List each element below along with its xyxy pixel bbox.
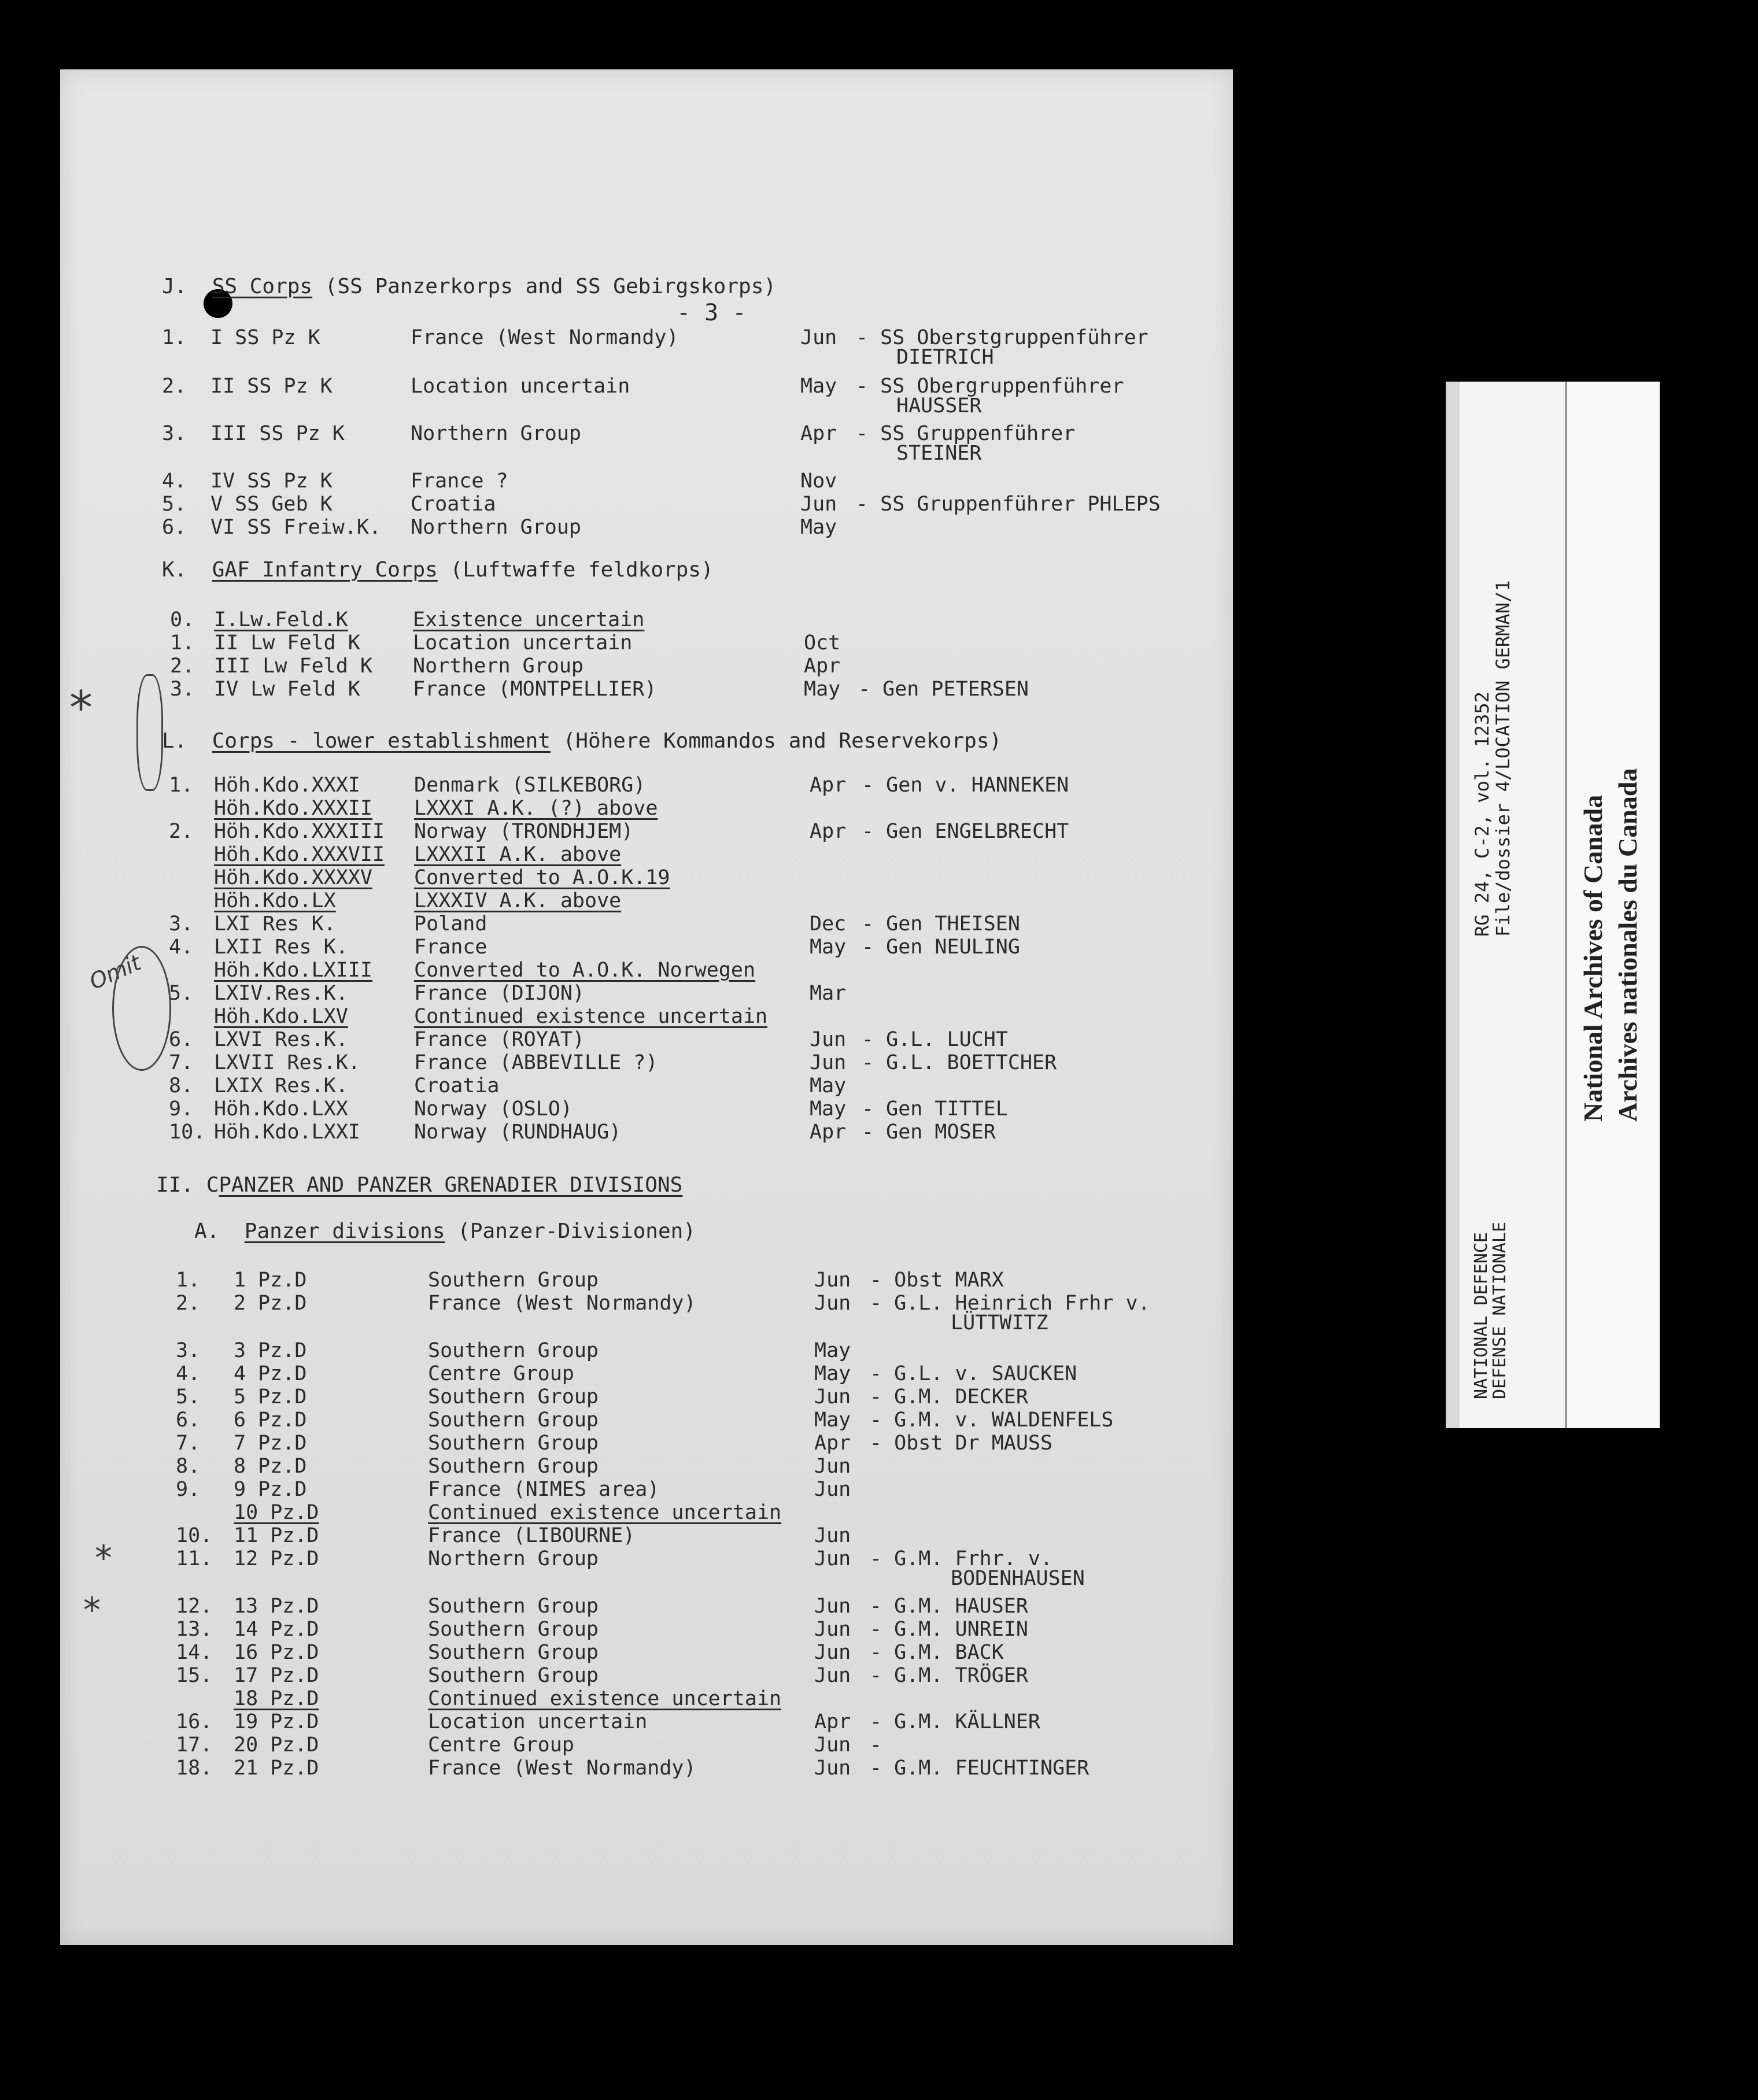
unit-location: Southern Group xyxy=(428,1339,599,1362)
unit-name: Höh.Kdo.XXXXV xyxy=(214,866,372,889)
unit-location: Continued existence uncertain xyxy=(428,1687,782,1710)
section-l-heading xyxy=(162,730,1002,753)
unit-name: 21 Pz.D xyxy=(234,1757,319,1780)
commander-name: BODENHAUSEN xyxy=(951,1567,1085,1590)
report-date: May xyxy=(814,1362,851,1385)
commander: - G.M. BACK xyxy=(870,1641,1004,1664)
commander: - G.M. HAUSER xyxy=(870,1595,1028,1618)
unit-location: France ? xyxy=(411,469,508,493)
stamp-french: Archives nationales du Canada xyxy=(1613,768,1642,1122)
unit-location: Centre Group xyxy=(428,1362,574,1385)
unit-location: Southern Group xyxy=(428,1618,599,1641)
section-subtitle: (SS Panzerkorps and SS Gebirgskorps) xyxy=(324,275,777,298)
asterisk-mark: * xyxy=(69,681,93,735)
report-date: May xyxy=(810,1097,847,1121)
unit-location: Converted to A.O.K.19 xyxy=(414,866,670,889)
unit-name: IV Lw Feld K xyxy=(214,678,360,701)
unit-location: France (West Normandy) xyxy=(428,1292,696,1315)
item-number: 4. xyxy=(169,936,194,959)
item-number: 11. xyxy=(176,1547,213,1570)
item-number: 5. xyxy=(162,493,187,516)
unit-name: 3 Pz.D xyxy=(234,1339,307,1362)
item-number: 2. xyxy=(162,375,187,398)
commander: - SS Gruppenführer PHLEPS xyxy=(856,493,1161,516)
unit-location: France (DIJON) xyxy=(414,982,585,1005)
unit-location: Southern Group xyxy=(428,1269,599,1292)
unit-location: France (West Normandy) xyxy=(428,1757,696,1780)
unit-location: France (MONTPELLIER) xyxy=(413,678,657,701)
commander: - xyxy=(870,1733,882,1757)
unit-name: V SS Geb K xyxy=(210,493,333,516)
commander: - Gen ENGELBRECHT xyxy=(862,820,1069,843)
item-number: 6. xyxy=(169,1028,194,1051)
archive-label-line1: NATIONAL DEFENCE xyxy=(1471,1232,1491,1399)
unit-name: 17 Pz.D xyxy=(234,1664,319,1687)
report-date: Jun xyxy=(814,1292,851,1315)
item-number: 3. xyxy=(162,422,187,445)
item-number: 6. xyxy=(162,516,187,539)
report-date: May xyxy=(804,678,841,701)
unit-location: Southern Group xyxy=(428,1432,599,1455)
item-number: 4. xyxy=(176,1362,201,1385)
report-date: Jun xyxy=(810,1028,847,1051)
commander-name: HAUSSER xyxy=(896,394,982,417)
unit-location: Converted to A.O.K. Norwegen xyxy=(414,959,756,982)
unit-location: Northern Group xyxy=(428,1547,599,1570)
report-date: Dec xyxy=(810,912,847,936)
unit-location: LXXXII A.K. above xyxy=(414,843,622,866)
report-date: Jun xyxy=(814,1733,851,1757)
unit-location: France (NIMES area) xyxy=(428,1478,660,1501)
commander: - G.L. v. SAUCKEN xyxy=(870,1362,1077,1385)
unit-name: 5 Pz.D xyxy=(234,1385,307,1408)
report-date: May xyxy=(800,516,837,539)
unit-name: 4 Pz.D xyxy=(234,1362,307,1385)
item-number: 9. xyxy=(169,1097,194,1121)
unit-location: LXXXI A.K. (?) above xyxy=(414,797,658,820)
unit-location: Southern Group xyxy=(428,1641,599,1664)
unit-location: Northern Group xyxy=(411,516,582,539)
item-number: 3. xyxy=(170,678,195,701)
commander: - Gen MOSER xyxy=(862,1121,996,1144)
report-date: Apr xyxy=(810,1121,847,1144)
unit-name: IV SS Pz K xyxy=(210,469,333,493)
commander: - Obst MARX xyxy=(870,1269,1004,1292)
section-letter: A. xyxy=(194,1219,220,1243)
item-number: 16. xyxy=(176,1710,213,1733)
commander: - G.M. FEUCHTINGER xyxy=(870,1757,1089,1780)
unit-name: 1 Pz.D xyxy=(234,1269,307,1292)
archive-label-line2: DEFENSE NATIONALE xyxy=(1490,1221,1510,1399)
commander: - SS Oberstgruppenführer xyxy=(856,326,1148,349)
section-ii-heading xyxy=(156,1174,682,1197)
unit-location: Existence uncertain xyxy=(413,608,645,631)
report-date: Jun xyxy=(814,1547,851,1570)
unit-name: 6 Pz.D xyxy=(234,1408,307,1432)
unit-name: 11 Pz.D xyxy=(234,1524,319,1547)
item-number: 15. xyxy=(176,1664,213,1687)
item-number: 14. xyxy=(176,1641,213,1664)
commander: - G.M. TRÖGER xyxy=(870,1664,1028,1687)
unit-name: Höh.Kdo.LX xyxy=(214,889,336,912)
archive-stamp xyxy=(1565,382,1660,1428)
item-number: 1. xyxy=(176,1269,201,1292)
unit-name: 12 Pz.D xyxy=(234,1547,319,1570)
item-number: 1. xyxy=(170,631,195,655)
commander: - G.M. KÄLLNER xyxy=(870,1710,1041,1733)
stamp-english: National Archives of Canada xyxy=(1578,794,1608,1122)
report-date: Jun xyxy=(814,1478,851,1501)
item-number: 2. xyxy=(176,1292,201,1315)
unit-name: 14 Pz.D xyxy=(234,1618,319,1641)
report-date: Jun xyxy=(814,1455,851,1478)
commander: - G.M. UNREIN xyxy=(870,1618,1028,1641)
unit-location: Poland xyxy=(414,912,487,936)
report-date: Apr xyxy=(814,1710,851,1733)
commander: - G.L. Heinrich Frhr v. xyxy=(870,1292,1150,1315)
section-letter: L. xyxy=(162,729,187,753)
report-date: Jun xyxy=(814,1269,851,1292)
section-title: Panzer divisions xyxy=(244,1219,445,1243)
asterisk-mark: * xyxy=(83,1590,101,1631)
item-number: 6. xyxy=(176,1408,201,1432)
unit-name: 19 Pz.D xyxy=(234,1710,319,1733)
unit-location: Continued existence uncertain xyxy=(414,1005,768,1028)
commander: - G.M. DECKER xyxy=(870,1385,1028,1408)
unit-name: Höh.Kdo.XXXIII xyxy=(214,820,385,843)
item-number: 17. xyxy=(176,1733,213,1757)
report-date: Jun xyxy=(800,493,837,516)
unit-location: France xyxy=(414,936,487,959)
item-number: 2. xyxy=(170,655,195,678)
item-number: 3. xyxy=(176,1339,201,1362)
unit-name: Höh.Kdo.XXXVII xyxy=(214,843,385,866)
report-date: May xyxy=(814,1339,851,1362)
asterisk-mark: * xyxy=(95,1538,112,1578)
archive-file: File/dossier 4/LOCATION GERMAN/1 xyxy=(1492,580,1514,937)
report-date: May xyxy=(800,375,837,398)
unit-name: II Lw Feld K xyxy=(214,631,360,655)
unit-name: Höh.Kdo.LXX xyxy=(214,1097,348,1121)
unit-location: Location uncertain xyxy=(413,631,633,655)
commander: - Obst Dr MAUSS xyxy=(870,1432,1053,1455)
unit-location: France (West Normandy) xyxy=(411,326,679,349)
item-number: 1. xyxy=(169,774,194,797)
report-date: May xyxy=(814,1408,851,1432)
item-number: 5. xyxy=(169,982,194,1005)
report-date: Jun xyxy=(814,1595,851,1618)
gaf-bracket xyxy=(136,674,163,791)
commander: - Gen v. HANNEKEN xyxy=(862,774,1069,797)
page-number: - 3 - xyxy=(677,300,747,326)
item-number: 10. xyxy=(176,1524,213,1547)
unit-name: III Lw Feld K xyxy=(214,655,372,678)
unit-name: LXII Res K. xyxy=(214,936,348,959)
unit-name: 10 Pz.D xyxy=(234,1501,319,1524)
item-number: 0. xyxy=(170,608,195,631)
unit-name: LXI Res K. xyxy=(214,912,336,936)
unit-location: Southern Group xyxy=(428,1664,599,1687)
item-number: 1. xyxy=(162,326,187,349)
report-date: May xyxy=(810,1074,847,1097)
item-number: 13. xyxy=(176,1618,213,1641)
report-date: Mar xyxy=(810,982,847,1005)
unit-location: Southern Group xyxy=(428,1385,599,1408)
unit-name: Höh.Kdo.XXXI xyxy=(214,774,360,797)
unit-name: 13 Pz.D xyxy=(234,1595,319,1618)
unit-name: LXVI Res.K. xyxy=(214,1028,348,1051)
unit-location: Northern Group xyxy=(413,655,584,678)
commander: - Gen NEULING xyxy=(862,936,1020,959)
unit-name: LXVII Res.K. xyxy=(214,1051,360,1074)
unit-name: II SS Pz K xyxy=(210,375,333,398)
document-page xyxy=(60,69,1233,1945)
unit-name: 20 Pz.D xyxy=(234,1733,319,1757)
unit-location: Norway (TRONDHJEM) xyxy=(414,820,634,843)
item-number: 12. xyxy=(176,1595,213,1618)
unit-name: III SS Pz K xyxy=(210,422,345,445)
report-date: Jun xyxy=(800,326,837,349)
report-date: Jun xyxy=(814,1664,851,1687)
unit-location: Northern Group xyxy=(411,422,582,445)
unit-location: Croatia xyxy=(414,1074,500,1097)
section-j-heading xyxy=(162,275,776,298)
report-date: Nov xyxy=(800,469,837,493)
unit-location: Southern Group xyxy=(428,1408,599,1432)
unit-name: LXIX Res.K. xyxy=(214,1074,348,1097)
unit-name: 2 Pz.D xyxy=(234,1292,307,1315)
unit-location: Croatia xyxy=(411,493,496,516)
section-title: GAF Infantry Corps xyxy=(212,558,438,582)
section-title: PANZER AND PANZER GRENADIER DIVISIONS xyxy=(219,1173,683,1197)
section-k-heading xyxy=(162,559,714,582)
commander: - SS Gruppenführer xyxy=(856,422,1076,445)
unit-name: LXIV.Res.K. xyxy=(214,982,348,1005)
commander: - G.M. Frhr. v. xyxy=(870,1547,1053,1570)
item-number: 3. xyxy=(169,912,194,936)
unit-location: France (ROYAT) xyxy=(414,1028,585,1051)
commander: - G.L. LUCHT xyxy=(862,1028,1008,1051)
commander-name: LÜTTWITZ xyxy=(951,1311,1048,1334)
report-date: Apr xyxy=(800,422,837,445)
unit-location: Norway (RUNDHAUG) xyxy=(414,1121,622,1144)
unit-name: 8 Pz.D xyxy=(234,1455,307,1478)
unit-name: 18 Pz.D xyxy=(234,1687,319,1710)
report-date: Jun xyxy=(810,1051,847,1074)
unit-name: 7 Pz.D xyxy=(234,1432,307,1455)
report-date: Apr xyxy=(810,774,847,797)
archive-label xyxy=(1446,382,1575,1428)
unit-name: Höh.Kdo.LXV xyxy=(214,1005,348,1028)
unit-location: Continued existence uncertain xyxy=(428,1501,782,1524)
commander: - Gen TITTEL xyxy=(862,1097,1008,1121)
unit-location: Norway (OSLO) xyxy=(414,1097,573,1121)
item-number: 2. xyxy=(169,820,194,843)
unit-location: Location uncertain xyxy=(428,1710,648,1733)
item-number: 10. xyxy=(169,1121,206,1144)
unit-name: Höh.Kdo.LXIII xyxy=(214,959,372,982)
report-date: Jun xyxy=(814,1618,851,1641)
report-date: May xyxy=(810,936,847,959)
commander: - SS Obergruppenführer xyxy=(856,375,1124,398)
report-date: Oct xyxy=(804,631,841,655)
unit-location: Centre Group xyxy=(428,1733,574,1757)
commander: - G.M. v. WALDENFELS xyxy=(870,1408,1114,1432)
item-number: 9. xyxy=(176,1478,201,1501)
item-number: 8. xyxy=(176,1455,201,1478)
section-letter: J. xyxy=(162,275,187,298)
report-date: Jun xyxy=(814,1385,851,1408)
unit-location: Southern Group xyxy=(428,1455,599,1478)
item-number: 8. xyxy=(169,1074,194,1097)
item-number: 5. xyxy=(176,1385,201,1408)
item-number: 7. xyxy=(176,1432,201,1455)
commander: - Gen PETERSEN xyxy=(858,678,1029,701)
unit-name: I SS Pz K xyxy=(210,326,320,349)
item-number: 18. xyxy=(176,1757,213,1780)
unit-name: Höh.Kdo.XXXII xyxy=(214,797,372,820)
unit-location: LXXXIV A.K. above xyxy=(414,889,622,912)
unit-name: 16 Pz.D xyxy=(234,1641,319,1664)
report-date: Apr xyxy=(804,655,841,678)
commander-name: STEINER xyxy=(896,442,982,465)
section-subtitle: (Höhere Kommandos and Reservekorps) xyxy=(563,729,1002,753)
report-date: Jun xyxy=(814,1757,851,1780)
unit-location: Southern Group xyxy=(428,1595,599,1618)
section-letter: K. xyxy=(162,558,187,582)
item-number: 4. xyxy=(162,469,187,493)
section-subtitle: (Luftwaffe feldkorps) xyxy=(450,558,714,582)
report-date: Apr xyxy=(810,820,847,843)
section-a-heading xyxy=(194,1220,696,1243)
unit-location: Location uncertain xyxy=(411,375,630,398)
unit-name: 9 Pz.D xyxy=(234,1478,307,1501)
unit-location: France (LIBOURNE) xyxy=(428,1524,636,1547)
commander: - G.L. BOETTCHER xyxy=(862,1051,1057,1074)
report-date: Apr xyxy=(814,1432,851,1455)
report-date: Jun xyxy=(814,1524,851,1547)
item-number: 7. xyxy=(169,1051,194,1074)
commander: - Gen THEISEN xyxy=(862,912,1020,936)
omit-note: Omit xyxy=(86,949,145,995)
section-subtitle: (Panzer-Divisionen) xyxy=(457,1219,696,1243)
section-title: Corps - lower establishment xyxy=(212,729,551,753)
section-letter: II. C xyxy=(156,1173,219,1197)
report-date: Jun xyxy=(814,1641,851,1664)
archive-reference: RG 24, C-2, vol. 12352 xyxy=(1471,692,1493,937)
omit-bracket xyxy=(112,946,171,1071)
unit-name: Höh.Kdo.LXXI xyxy=(214,1121,360,1144)
commander-name: DIETRICH xyxy=(896,346,994,369)
section-title: SS Corps xyxy=(212,275,313,298)
unit-name: VI SS Freiw.K. xyxy=(210,516,382,539)
unit-location: France (ABBEVILLE ?) xyxy=(414,1051,658,1074)
unit-name: I.Lw.Feld.K xyxy=(214,608,348,631)
unit-location: Denmark (SILKEBORG) xyxy=(414,774,646,797)
